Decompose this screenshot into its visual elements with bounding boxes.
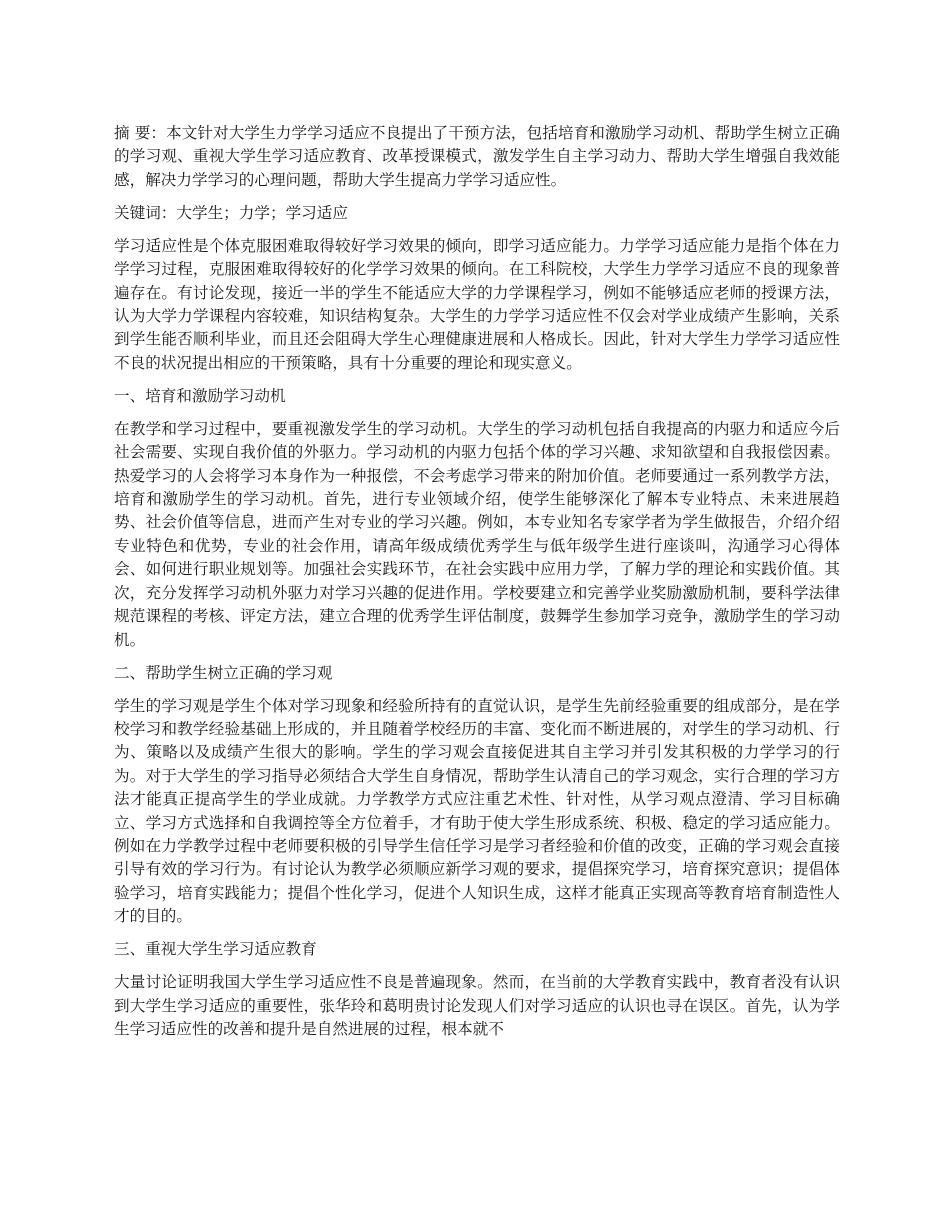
section-heading: 一、培育和激励学习动机 [114,386,286,405]
document-page [114,122,840,1051]
section-heading: 三、重视大学生学习适应教育 [114,940,317,959]
section-body: 在教学和学习过程中，要重视激发学生的学习动机。大学生的学习动机包括自我提高的内驱力和适应今后社会需要、实现自我价值的外驱力。学习动机的内驱力包括个体的学习兴趣、求知欲望和自我报偿因素。热爱学习的人会将学习本身作为一种报偿，不会考虑学习带来的附加价值。老师要通过一系列教学方法，培育和激励学生的学习动机。首先，进行专业领域介绍，使学生能够深化了解本专业特点、未来进展趋势、社会价值等信息，进而产生对专业的学习兴趣。例如，本专业知名专家学者为学生做报告，介绍介绍专业特色和优势，专业的社会作用，请高年级成绩优秀学生与低年级学生进行座谈叫，沟通学习心得体会、如何进行职业规划等。加强社会实践环节，在社会实践中应用力学，了解力学的理论和实践价值。其次，充分发挥学习动机外驱力对学习兴趣的促进作用。学校要建立和完善学业奖励激励机制，要科学法律规范课程的考核、评定方法，建立合理的优秀学生评估制度，鼓舞学生参加学习竞争，激励学生的学习动机。 [114,419,840,649]
intro-paragraph: 学习适应性是个体克服困难取得较好学习效果的倾向，即学习适应能力。力学学习适应能力是指个体在力学学习过程，克服困难取得较好的化学学习效果的倾向。在工科院校，大学生力学学习适应不良的现象普遍存在。有讨论发现，接近一半的学生不能适应大学的力学课程学习，例如不能够适应老师的授课方法，认为大学力学课程内容较难，知识结构复杂。大学生的力学学习适应性不仅会对学业成绩产生影响，关系到学生能否顺利毕业，而且还会阻碍大学生心理健康进展和人格成长。因此，针对大学生力学学习适应性不良的状况提出相应的干预策略，具有十分重要的理论和现实意义。 [114,236,840,372]
abstract-paragraph: 摘 要：本文针对大学生力学学习适应不良提出了干预方法，包括培育和激励学习动机、帮助学生树立正确的学习观、重视大学生学习适应教育、改革授课模式，激发学生自主学习动力、帮助大学生增强自我效能感，解决力学学习的心理问题，帮助大学生提高力学学习适应性。 [114,124,840,189]
section-body: 大量讨论证明我国大学生学习适应性不良是普遍现象。然而，在当前的大学教育实践中，教育者没有认识到大学生学习适应的重要性，张华玲和葛明贵讨论发现人们对学习适应的认识也寻在误区。首先，认为学生学习适应性的改善和提升是自然进展的过程，根本就不 [114,973,840,1038]
keywords-line: 关键词：大学生；力学；学习适应 [114,203,348,222]
section-body: 学生的学习观是学生个体对学习现象和经验所持有的直觉认识，是学生先前经验重要的组成部分，是在学校学习和教学经验基础上形成的，并且随着学校经历的丰富、变化而不断进展的，对学生的学习动机、行为、策略以及成绩产生很大的影响。学生的学习观会直接促进其自主学习并引发其积极的力学学习的行为。对于大学生的学习指导必须结合大学生自身情况，帮助学生认清自己的学习观念，实行合理的学习方法才能真正提高学生的学业成就。力学教学方式应注重艺术性、针对性，从学习观点澄清、学习目标确立、学习方式选择和自我调控等全方位着手，才有助于使大学生形成系统、积极、稳定的学习适应能力。例如在力学教学过程中老师要积极的引导学生信任学习是学习者经验和价值的改变，正确的学习观会直接引导有效的学习行为。有讨论认为教学必须顺应新学习观的要求，提倡探究学习，培育探究意识；提倡体验学习，培育实践能力；提倡个性化学习，促进个人知识生成，这样才能真正实现高等教育培育制造性人才的目的。 [114,696,840,926]
section-heading: 二、帮助学生树立正确的学习观 [114,663,333,682]
